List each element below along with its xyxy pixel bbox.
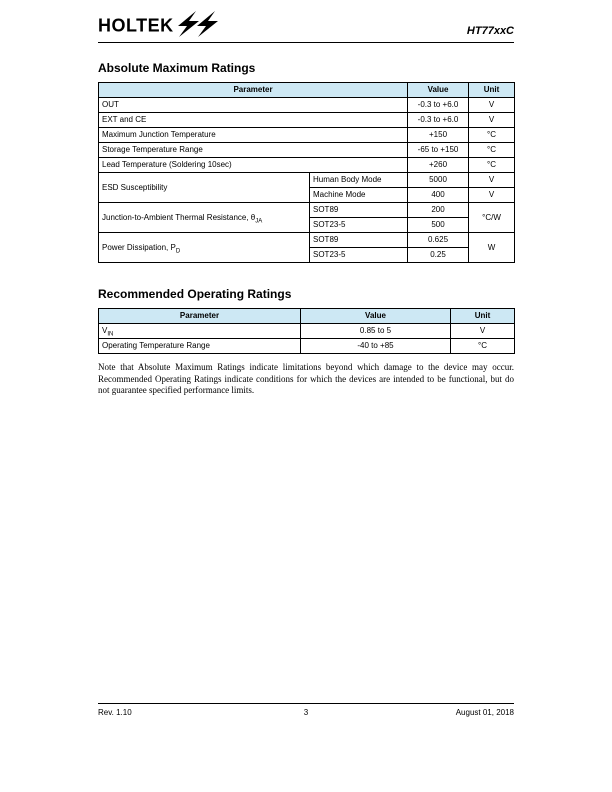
page-footer — [98, 703, 514, 717]
param-cell: EXT and CE — [99, 113, 408, 128]
param-cell-theta-ja — [99, 203, 310, 233]
param-cell: OUT — [99, 98, 408, 113]
value-cell: +260 — [408, 158, 469, 173]
value-cell: 5000 — [408, 173, 469, 188]
value-cell: 0.85 to 5 — [301, 324, 451, 339]
param-cell: Storage Temperature Range — [99, 143, 408, 158]
column-header-unit: Unit — [469, 83, 515, 98]
ratings-note-text: Note that Absolute Maximum Ratings indicate limitations beyond which damage to the device may occur. Recommended Operating Ratings indicate conditions for which the devices are intended to be functional, but do not guarantee specified performance limits. — [98, 362, 514, 395]
value-cell: 0.25 — [408, 248, 469, 263]
column-header-unit: Unit — [451, 309, 515, 324]
param-cell: Lead Temperature (Soldering 10sec) — [99, 158, 408, 173]
subparam-cell: Human Body Mode — [310, 173, 408, 188]
unit-cell: V — [469, 98, 515, 113]
table-row — [99, 324, 515, 339]
unit-cell: W — [469, 233, 515, 263]
value-cell: -0.3 to +6.0 — [408, 98, 469, 113]
param-cell: Maximum Junction Temperature — [99, 128, 408, 143]
table-row — [99, 233, 515, 248]
theta-param-subscript: JA — [255, 218, 263, 225]
subparam-cell: SOT89 — [310, 233, 408, 248]
table-row — [99, 339, 515, 354]
subparam-cell: Machine Mode — [310, 188, 408, 203]
value-cell: -40 to +85 — [301, 339, 451, 354]
value-cell: +150 — [408, 128, 469, 143]
holtek-logo-text: HOLTEK — [98, 14, 174, 36]
table-row — [99, 113, 515, 128]
unit-cell: V — [469, 113, 515, 128]
column-header-value: Value — [408, 83, 469, 98]
subparam-cell: SOT89 — [310, 203, 408, 218]
subparam-cell: SOT23-5 — [310, 218, 408, 233]
value-cell: -65 to +150 — [408, 143, 469, 158]
unit-cell: °C — [469, 143, 515, 158]
param-cell: Operating Temperature Range — [99, 339, 301, 354]
value-cell: 500 — [408, 218, 469, 233]
unit-cell: °C — [469, 128, 515, 143]
param-cell-power-dissipation — [99, 233, 310, 263]
pd-param-subscript: D — [175, 248, 181, 255]
value-cell: 200 — [408, 203, 469, 218]
unit-cell: °C — [469, 158, 515, 173]
page-content — [98, 0, 514, 397]
vin-param-text: V — [102, 326, 108, 335]
holtek-arrows-icon — [176, 10, 220, 38]
document-code: HT77xxC — [466, 25, 514, 37]
footer-date: August 01, 2018 — [455, 708, 514, 717]
table-row — [99, 143, 515, 158]
table-row — [99, 203, 515, 218]
value-cell: 400 — [408, 188, 469, 203]
column-header-parameter: Parameter — [99, 83, 408, 98]
table-row — [99, 158, 515, 173]
section-title-recommended-operating-ratings: Recommended Operating Ratings — [98, 287, 292, 301]
theta-param-text: Junction-to-Ambient Thermal Resistance, θ — [102, 212, 256, 222]
footer-page-number: 3 — [303, 708, 309, 717]
footer-revision: Rev. 1.10 — [98, 708, 132, 717]
table-row — [99, 173, 515, 188]
unit-cell: V — [469, 188, 515, 203]
page-header — [98, 0, 514, 43]
absolute-maximum-ratings-table — [98, 82, 515, 263]
pd-param-text: Power Dissipation, P — [102, 242, 176, 252]
table-header-row — [99, 83, 515, 98]
param-cell-vin — [99, 324, 301, 339]
unit-cell: °C — [451, 339, 515, 354]
holtek-logo — [98, 16, 220, 38]
recommended-operating-ratings-table — [98, 308, 515, 354]
column-header-parameter: Parameter — [99, 309, 301, 324]
table-row — [99, 128, 515, 143]
value-cell: -0.3 to +6.0 — [408, 113, 469, 128]
param-cell-esd: ESD Susceptibility — [99, 173, 310, 203]
vin-param-subscript: IN — [107, 331, 114, 338]
unit-cell: V — [469, 173, 515, 188]
unit-cell: V — [451, 324, 515, 339]
table-row — [99, 98, 515, 113]
unit-cell: °C/W — [469, 203, 515, 233]
value-cell: 0.625 — [408, 233, 469, 248]
table-header-row — [99, 309, 515, 324]
column-header-value: Value — [301, 309, 451, 324]
section-title-absolute-maximum-ratings: Absolute Maximum Ratings — [98, 61, 256, 75]
subparam-cell: SOT23-5 — [310, 248, 408, 263]
